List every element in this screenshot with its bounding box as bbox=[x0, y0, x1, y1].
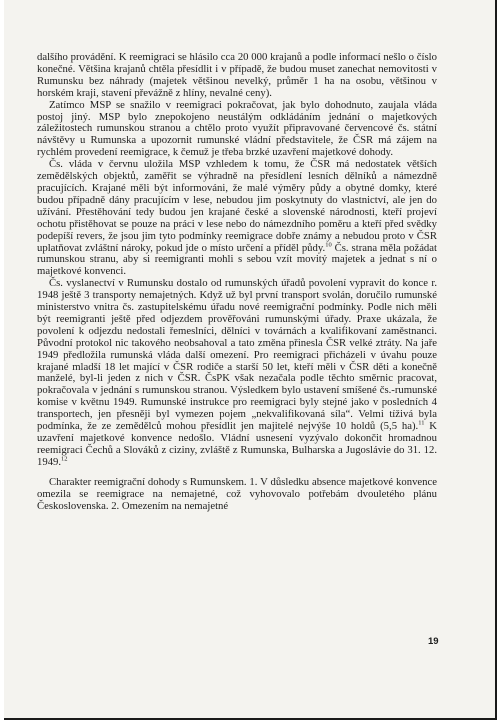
footnote-ref: 10 bbox=[325, 240, 332, 248]
paragraph-text: Čs. vyslanectví v Rumunsku dostalo od rumunských úřadů povolení vypravit do konce r. 1948 ještě 3 transporty nemajetných. Když už byl první transport svolán, doručilo rumunské ministerstvo vnitra čs. zastupitelskému úřadu nové reemigrační podmínky. Podle nich měli být reemigranti ještě před odjezdem prověřováni rumunskými úřady. Praxe ukázala, že povolení k odjezdu nedostali řemeslníci, dělníci v továrnách a kvalifikovaní zaměstnanci. Původní protokol nic takového neobsahoval a tato změna přinesla ČSR velké ztráty. Na jaře 1949 předložila rumunská vláda další omezení. Pro reemigraci přicházeli v úvahu pouze krajané mladší 18 let mající v ČSR rodiče a starší 50 let, kteří měli v ČSR děti a konečně manželé, byl-li jeden z nich v ČSR. ČsPK však nezačala podle těchto směrnic pracovat, pokračovala v jednání s rumunskou stranou. Výsledkem bylo ustavení smíšené čs.-rumunské komise v květnu 1949. Rumunské instrukce pro reemigraci byly stejné jako v posledních 4 transportech, jen přesněji byl vymezen pojem „nekvalifikovaná síla“. Velmi tíživá byla podmínka, že ze zemědělců mohou přesídlit jen majitelé nejvýše 10 holdů (5,5 ha). bbox=[37, 277, 437, 433]
page-body bbox=[37, 52, 437, 512]
page-number: 19 bbox=[428, 636, 439, 647]
paragraph: Zatímco MSP se snažilo v reemigraci pokračovat, jak bylo dohodnuto, zaujala vláda postoj jiný. MSP bylo znepokojeno neustálým odkládáním jednání o majetkových záležitostech rumunskou stranou a chtělo proto využít připravované červencové čs. státní návštěvy u Rumunska a upozornit rumunské vládní představitele, že ČSR má zájem na rychlém provedení reemigrace, k čemuž je třeba brzké uzavření majetkové dohody. bbox=[37, 98, 437, 159]
paragraph: Charakter reemigrační dohody s Rumunskem. 1. V důsledku absence majetkové konvence omezila se reemigrace na nemajetné, což vyhovovalo potřebám dvouletého plánu Československa. 2. Omezením na nemajetné bbox=[37, 475, 437, 512]
footnote-ref: 11 bbox=[418, 419, 425, 427]
paragraph-text: Čs. vláda v červnu uložila MSP vzhledem k tomu, že ČSR má nedostatek větších zemědělských objektů, zaměřit se výhradně na přesídlení lesních dělníků a námezdně pracujících. Krajané měli být informováni, že malé výměry půdy a obytné domky, které budou případně dány pracujícím v lese, nebudou jim poskytnuty do vlastnictví, ale jen do užívání. Přestěhování tedy budou jen krajané české a slovenské národnosti, kteří projeví ochotu přistěhovat se pouze na práci v lese nebo do námezdního poměru a kteří před svědky podepíší revers, že jsou jim tyto podmínky reemigrace dobře známy a nebudou proto v ČSR uplatňovat zvláštní nároky, pokud jde o místo určení a příděl půdy. bbox=[37, 158, 437, 254]
paragraph: dalšího provádění. K reemigraci se hlásilo cca 20 000 krajanů a podle informací nešlo o číslo konečné. Většina krajanů chtěla přesídlit i v případě, že budou muset zanechat nemovitosti v Rumunsku bez náhrady (majetek většinou nevelký, průměr 1 ha na osobu, většinou v horském kraji, stavení převážně z hlíny, nevalné ceny). bbox=[37, 51, 437, 99]
paragraph-text: Čs. strana měla požádat rumunskou stranu, aby si reemigranti mohli s sebou vzít movitý majetek a jednat s ní o majetkové konvenci. bbox=[37, 241, 437, 278]
book-page bbox=[4, 0, 497, 720]
paragraph bbox=[37, 159, 437, 278]
paragraph-text: K uzavření majetkové konvence nedošlo. Vládní usnesení vyzývalo dokončit hromadnou reemigraci Čechů a Slováků z ciziny, zvláště z Rumunska, Bulharska a Jugoslávie do 31. 12. 1949. bbox=[37, 420, 438, 468]
paragraph bbox=[37, 278, 437, 469]
footnote-ref: 12 bbox=[61, 455, 68, 463]
